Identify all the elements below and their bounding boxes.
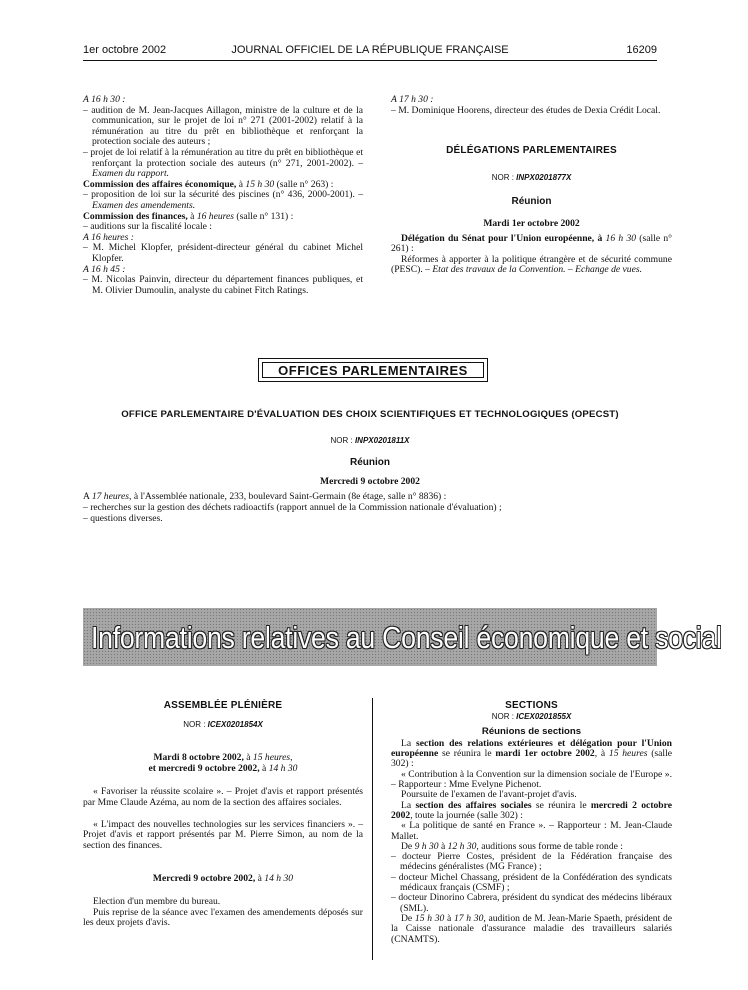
list-item: – docteur Dinorino Cabrera, président du syndicat des médecins libéraux (SML). [391,892,672,914]
page-number: 16209 [626,44,657,56]
opecst-block [83,410,657,524]
paragraph: La section des affaires sociales se réunira le mercredi 2 octobre 2002, toute la journée (salle 302) : [391,799,672,821]
reunions-heading: Réunions de sections [481,725,582,737]
paragraph: « L'impact des nouvelles technologies sur les services financiers ». – Projet d'avis et rapport présentés par M. Pierre Simon, au nom de la section des finances. [83,818,363,851]
paragraph: De 15 h 30 à 17 h 30, audition de M. Jean-Marie Spaeth, président de la Caisse nationale d'assurance maladie des travailleurs salariés (CNAMTS). [391,912,673,945]
ces-left-column [83,701,363,929]
meeting-date: et mercredi 9 octobre 2002, à 14 h 30 [148,762,298,774]
time-line: A 16 h 45 : [83,263,126,275]
meeting-date: Mardi 8 octobre 2002, à 15 heures, [153,752,293,764]
list-item: – docteur Pierre Costes, président de la Fédération française des médecins généralistes (MG France) ; [391,851,672,873]
meeting-date: Mercredi 9 octobre 2002, à 14 h 30 [152,873,294,885]
time-line: A 17 h 30 : [391,94,434,105]
list-item: – docteur Michel Chassang, président de la Confédération des syndicats médicaux français (CSMF) ; [391,871,672,894]
offices-box [258,358,488,382]
commission-heading: Commission des affaires économique, à 15 h 30 (salle n° 263) : [83,178,334,190]
list-item: – recherches sur la gestion des déchets radioactifs (rapport annuel de la Commission nationale d'évaluation) ; [83,501,502,513]
time-line: A 16 h 30 : [83,94,126,105]
commission-heading: Commission des finances, à 16 heures (salle n° 131) : [83,210,294,222]
journal-title: JOURNAL OFFICIEL DE LA RÉPUBLIQUE FRANÇAISE [231,44,509,56]
nor-reference: NOR : INPX0201811X [330,435,410,445]
office-title: OFFICE PARLEMENTAIRE D'ÉVALUATION DES CHOIX SCIENTIFIQUES ET TECHNOLOGIQUES (OPECST) [121,409,619,420]
nor-reference: NOR : INPX0201877X [491,172,572,182]
list-item: – M. Dominique Hoorens, directeur des études de Dexia Crédit Local. [391,104,661,116]
nor-reference: NOR : ICEX0201854X [183,719,263,729]
offices-box-title: OFFICES PARLEMENTAIRES [262,362,484,378]
top-right-column [391,95,672,276]
paragraph: De 9 h 30 à 12 h 30, auditions sous forme de table ronde : [401,840,623,852]
delegation-heading: Délégation du Sénat pour l'Union européenne, à 16 h 30 (salle n° 261) : [391,232,672,255]
section-title: SECTIONS [505,700,558,711]
list-item: – M. Michel Klopfer, président-directeur général du cabinet Michel Klopfer. [83,242,363,264]
top-left-column [83,95,363,296]
list-item: – auditions sur la fiscalité locale : [83,221,212,233]
ces-banner [83,608,722,666]
meeting-line: A 17 heures, à l'Assemblée nationale, 233, boulevard Saint-Germain (8e étage, salle n° 8836) : [83,491,447,503]
section-title: DÉLÉGATIONS PARLEMENTAIRES [446,145,617,157]
list-item: – M. Nicolas Painvin, directeur du département finances publiques, et M. Olivier Dumoulin, analyste du cabinet Fitch Ratings. [83,274,363,296]
list-item: – proposition de loi sur la sécurité des piscines (n° 436, 2000-2001). – Examen des amendements. [83,189,363,211]
nor-reference: NOR : ICEX0201855X [491,712,572,722]
delegation-body: Réformes à apporter à la politique étrangère et de sécurité commune (PESC). – Etat des travaux de la Convention. – Echange de vues. [391,253,672,276]
paragraph: La section des relations extérieures et délégation pour l'Union européenne se réunira le mardi 1er octobre 2002, à 15 heures (salle 302) : [391,737,672,770]
section-title: ASSEMBLÉE PLÉNIÈRE [163,700,283,711]
list-item: – audition de M. Jean-Jacques Aillagon, ministre de la culture et de la communication, sur le projet de loi n° 271 (2001-2002) relatif à la rémunération au titre du prêt en bibliothèque et renforçant la protection sociale des auteurs ; [83,104,363,148]
reunion-heading: Réunion [511,196,552,208]
paragraph: Election d'un membre du bureau. [93,895,221,907]
paragraph: Puis reprise de la séance avec l'examen des amendements déposés sur les deux projets d'avis. [83,906,363,929]
header-date: 1er octobre 2002 [83,44,167,56]
reunion-heading: Réunion [350,457,390,469]
header-rule [83,60,657,61]
column-divider [372,698,373,960]
banner-title: Informations relatives au Conseil économique et social [91,620,722,655]
paragraph: « Favoriser la réussite scolaire ». – Projet d'avis et rapport présentés par Mme Claude Azéma, au nom de la section des affaires sociales. [83,786,363,808]
ces-right-column [391,701,672,945]
time-line: A 16 heures : [83,231,134,243]
meeting-date: Mardi 1er octobre 2002 [483,217,580,229]
list-item: – questions diverses. [83,512,163,524]
paragraph: Poursuite de l'examen de l'avant-projet d'avis. [401,789,577,801]
paragraph: « La politique de santé en France ». – Rapporteur : M. Jean-Claude Mallet. [391,820,672,842]
meeting-date: Mercredi 9 octobre 2002 [320,475,420,487]
paragraph: « Contribution à la Convention sur la dimension sociale de l'Europe ». – Rapporteur : Mme Evelyne Pichenot. [391,768,672,791]
list-item: – projet de loi relatif à la rémunération au titre du prêt en bibliothèque et renforçant la protection sociale des auteurs (n° 271, 2001-2002). – Examen du rapport. [83,146,363,180]
